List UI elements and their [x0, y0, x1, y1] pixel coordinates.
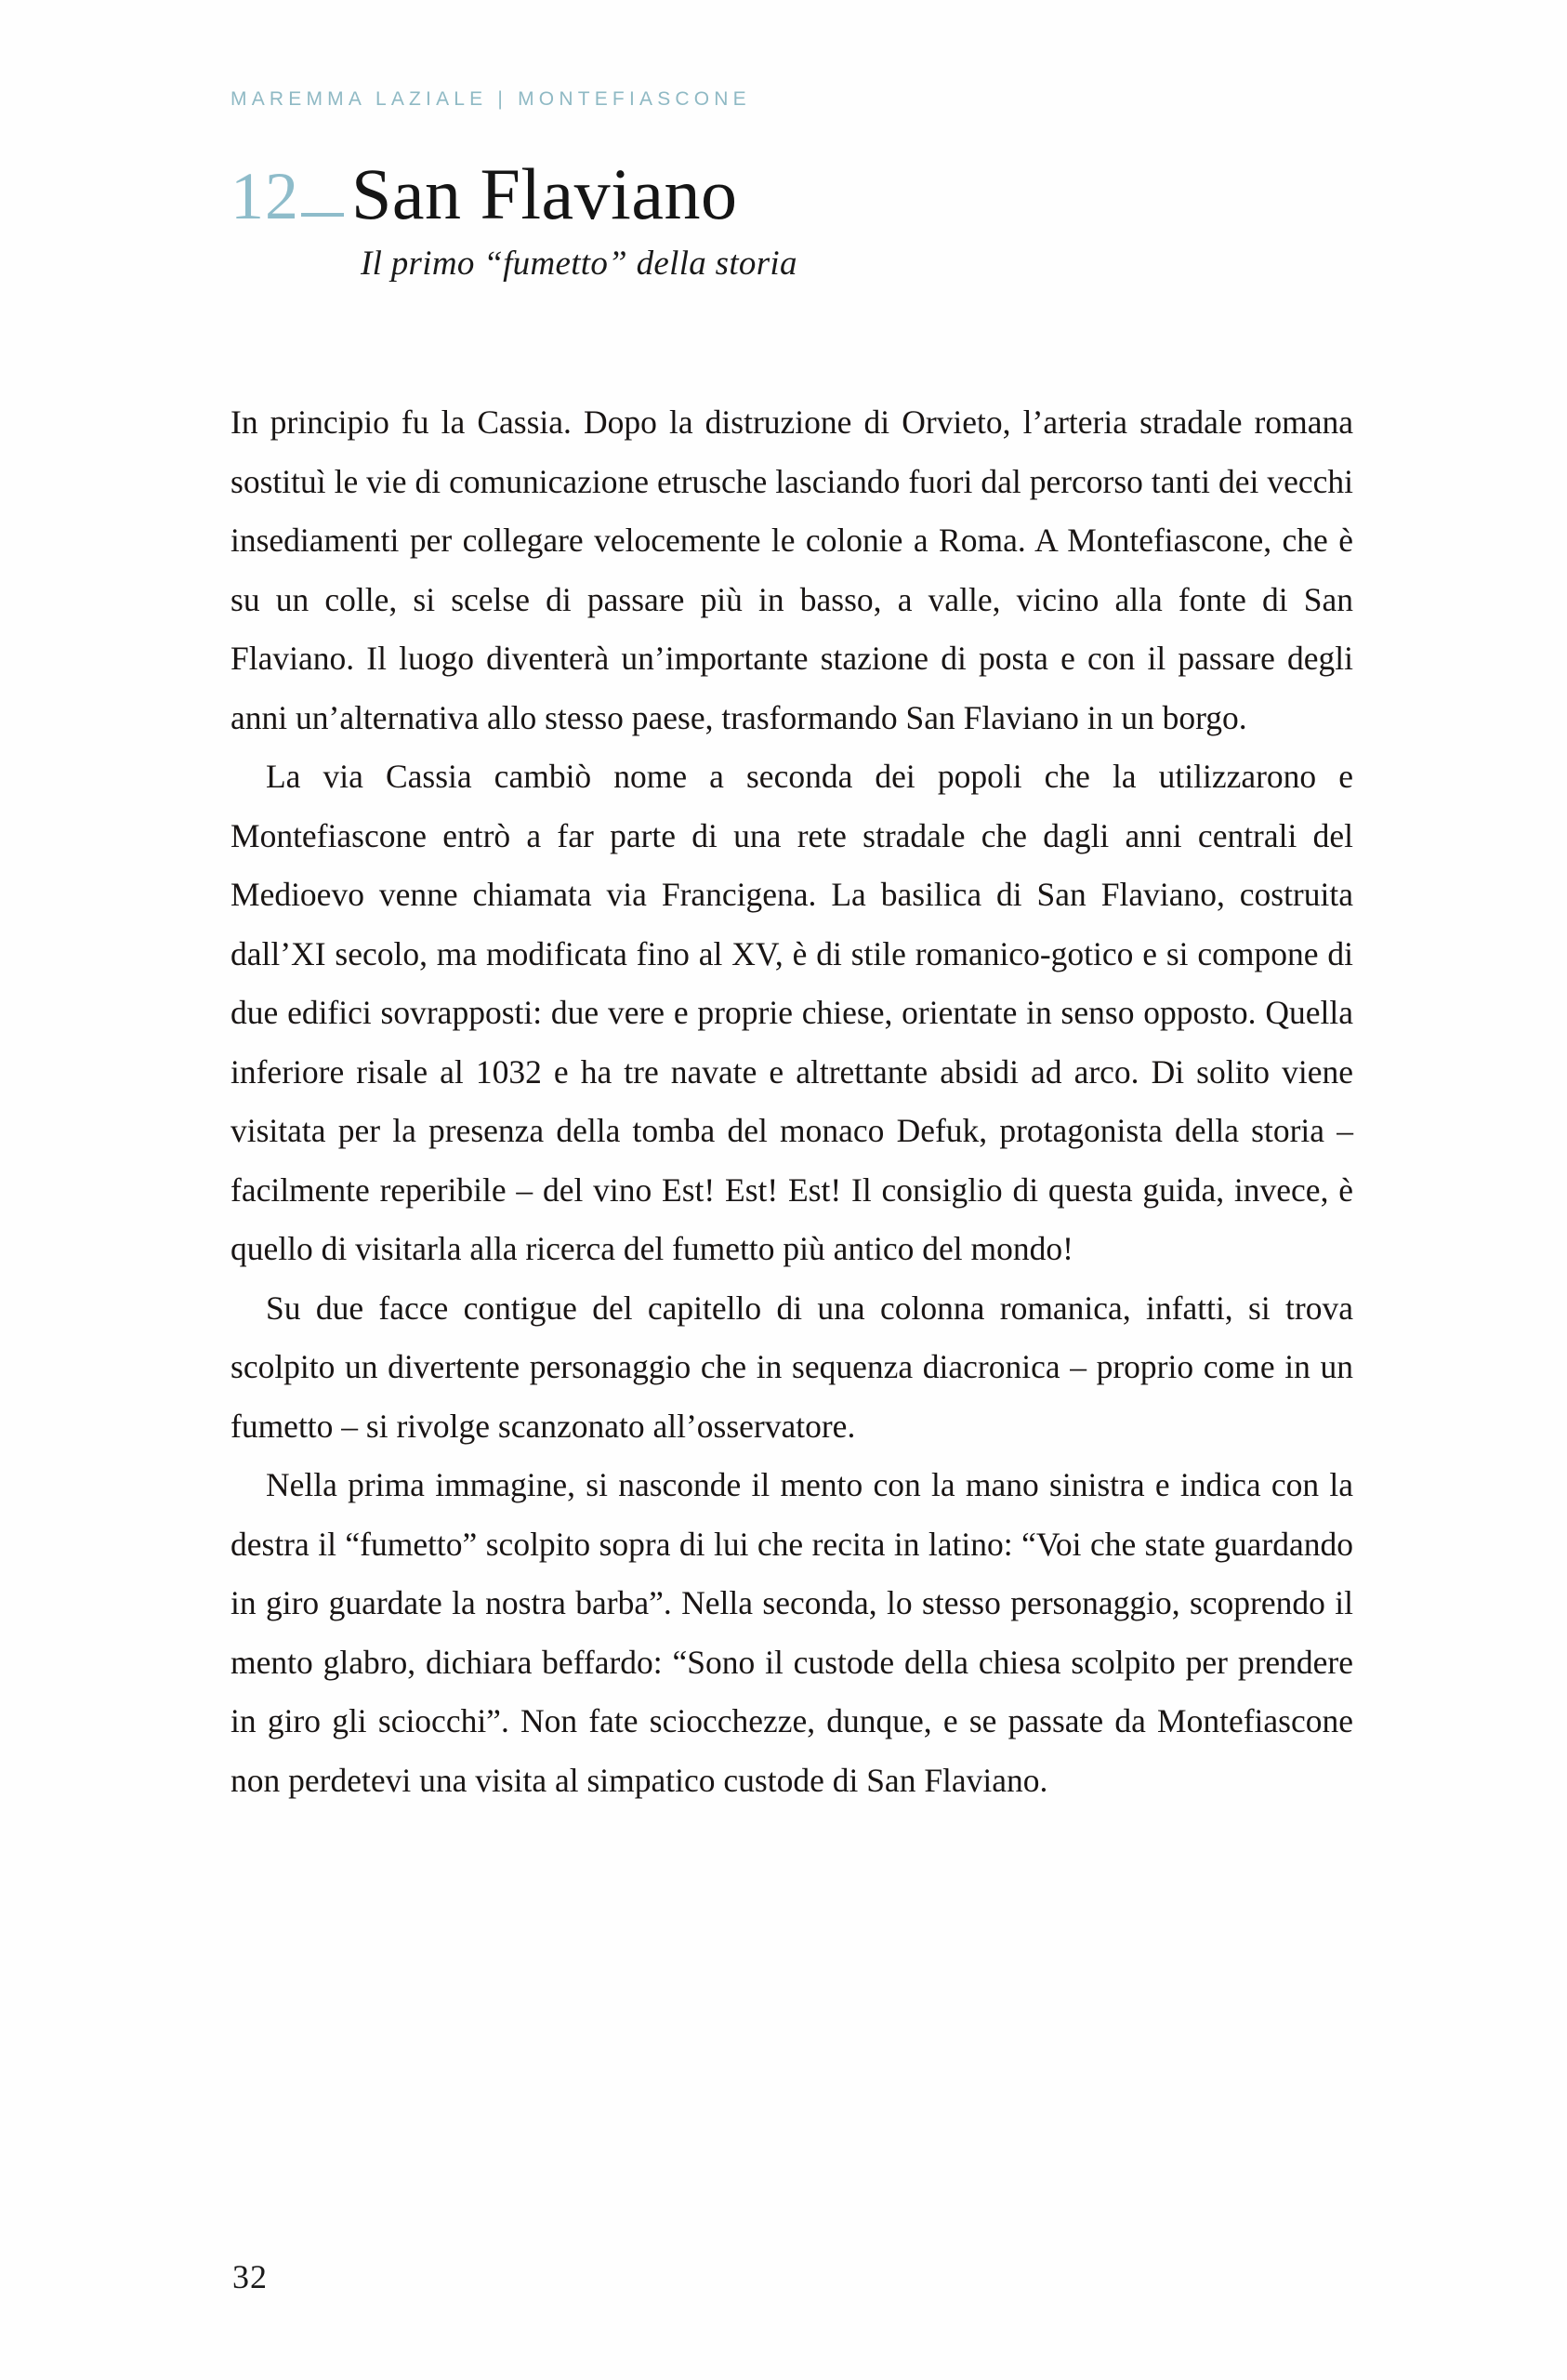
- paragraph: La via Cassia cambiò nome a seconda dei popoli che la utilizzarono e Montefiascone entrò a far parte di una rete stradale che dagli anni centrali del Medioevo venne chiamata via Francigena. La basilica di San Flaviano, costruita dall’XI secolo, ma modificata fino al XV, è di stile romanico-gotico e si compone di due edifici sovrapposti: due vere e proprie chiese, orientate in senso opposto. Quella inferiore risale al 1032 e ha tre navate e altrettante absidi ad arco. Di solito viene visitata per la presenza della tomba del monaco Defuk, protagonista della storia – facilmente reperibile – del vino Est! Est! Est! Il consiglio di questa guida, invece, è quello di visitarla alla ricerca del fumetto più antico del mondo!: [230, 758, 1353, 1267]
- chapter-name: San Flaviano: [351, 153, 738, 234]
- paragraph: Su due facce contigue del capitello di una colonna romanica, infatti, si trova scolpito un divertente personaggio che in sequenza diacronica – proprio come in un fumetto – si rivolge scanzonato all’osservatore.: [230, 1289, 1353, 1445]
- body-text: [230, 393, 1353, 1810]
- chapter-title-block: [230, 153, 1355, 284]
- chapter-rule-divider: [301, 213, 344, 217]
- paragraph: Nella prima immagine, si nasconde il mento con la mano sinistra e indica con la destra il “fumetto” scolpito sopra di lui che recita in latino: “Voi che state guardando in giro guardate la nostra barba”. Nella seconda, lo stesso personaggio, scoprendo il mento glabro, dichiara beffardo: “Sono il custode della chiesa scolpito per prendere in giro gli sciocchi”. Non fate sciocchezze, dunque, e se passate da Montefiascone non perdetevi una visita al simpatico custode di San Flaviano.: [230, 1466, 1353, 1799]
- running-header: MAREMMA LAZIALE | MONTEFIASCONE: [230, 88, 751, 110]
- paragraph: In principio fu la Cassia. Dopo la distruzione di Orvieto, l’arteria stradale romana sostituì le vie di comunicazione etrusche lasciando fuori dal percorso tanti dei vecchi insediamenti per collegare velocemente le colonie a Roma. A Montefiascone, che è su un colle, si scelse di passare più in basso, a valle, vicino alla fonte di San Flaviano. Il luogo diventerà un’importante stazione di posta e con il passare degli anni un’alternativa allo stesso paese, trasformando San Flaviano in un borgo.: [230, 403, 1353, 736]
- chapter-number: 12: [230, 159, 299, 233]
- chapter-subtitle: Il primo “fumetto” della storia: [361, 245, 797, 283]
- chapter-title-line: [230, 153, 1355, 234]
- page-number: 32: [232, 2258, 268, 2295]
